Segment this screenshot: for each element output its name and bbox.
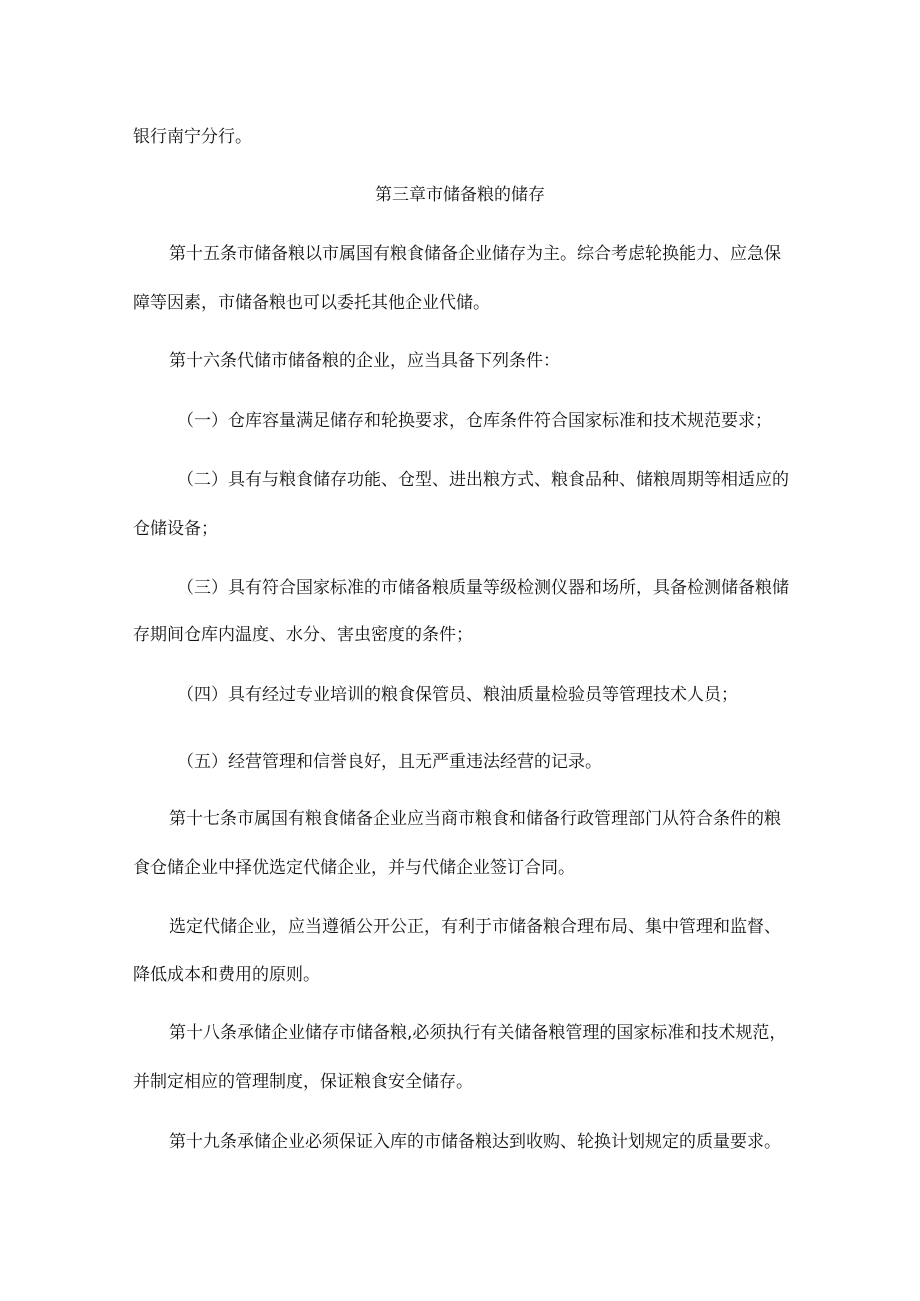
condition-item-2-line-1: （二）具有与粮食储存功能、仓型、进出粮方式、粮食品种、储粮周期等相适应的 (177, 470, 789, 490)
condition-item-1: （一）仓库容量满足储存和轮换要求，仓库条件符合国家标准和技术规范要求； (177, 411, 772, 431)
article-18-line-1: 第十八条承储企业储存市储备粮,必须执行有关储备粮管理的国家标准和技术规范， (169, 1023, 787, 1043)
selection-principle-line-2: 降低成本和费用的原则。 (133, 965, 320, 985)
article-17-line-2: 食仓储企业中择优选定代储企业，并与代储企业签订合同。 (133, 858, 575, 878)
article-15-line-1: 第十五条市储备粮以市属国有粮食储备企业储存为主。综合考虑轮换能力、应急保 (169, 244, 781, 264)
article-19-line-1: 第十九条承储企业必须保证入库的市储备粮达到收购、轮换计划规定的质量要求。 (169, 1132, 781, 1152)
article-17-line-1: 第十七条市属国有粮食储备企业应当商市粮食和储备行政管理部门从符合条件的粮 (169, 809, 781, 829)
continuation-line: 银行南宁分行。 (133, 127, 252, 147)
article-15-line-2: 障等因素，市储备粮也可以委托其他企业代储。 (133, 293, 490, 313)
condition-item-4: （四）具有经过专业培训的粮食保管员、粮油质量检验员等管理技术人员； (177, 685, 738, 705)
condition-item-3-line-1: （三）具有符合国家标准的市储备粮质量等级检测仪器和场所，具备检测储备粮储 (177, 578, 789, 598)
chapter-title: 第三章市储备粮的储存 (375, 185, 545, 205)
condition-item-5: （五）经营管理和信誉良好，且无严重违法经营的记录。 (177, 752, 602, 772)
selection-principle-line-1: 选定代储企业，应当遵循公开公正，有利于市储备粮合理布局、集中管理和监督、 (169, 917, 781, 937)
condition-item-2-line-2: 仓储设备； (133, 519, 218, 539)
condition-item-3-line-2: 存期间仓库内温度、水分、害虫密度的条件； (133, 625, 473, 645)
article-16-line-1: 第十六条代储市储备粮的企业，应当具备下列条件： (169, 351, 560, 371)
article-18-line-2: 并制定相应的管理制度，保证粮食安全储存。 (133, 1072, 473, 1092)
